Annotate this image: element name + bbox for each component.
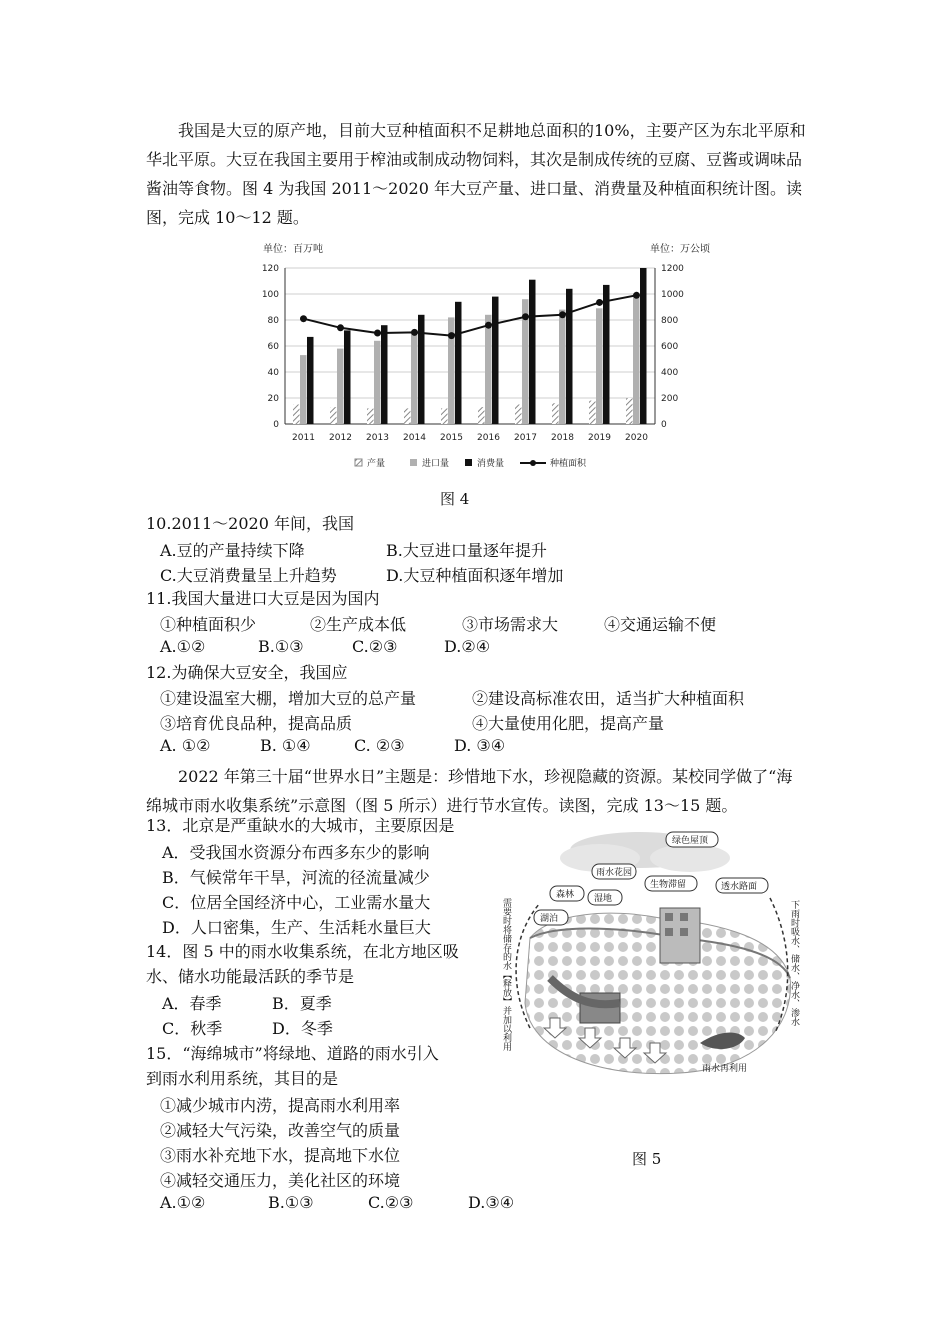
q13-option-a[interactable]: A．受我国水资源分布西多东少的影响 [162,843,430,862]
bar-产量 [293,405,300,425]
q12-option-c[interactable]: C. ②③ [354,736,405,755]
q14-option-d[interactable]: D．冬季 [272,1019,333,1038]
x-tick-label: 2014 [403,433,426,443]
label-rain-garden: 雨水花园 [596,868,633,878]
bar-消费量 [640,268,647,424]
q15-stem-line-1: 15．“海绵城市”将绿地、道路的雨水引入 [146,1044,439,1063]
bar-产量 [626,398,633,424]
q10-option-c[interactable]: C.大豆消费量呈上升趋势 [160,566,337,585]
right-unit-label: 单位：万公顷 [650,244,710,255]
legend-label: 消费量 [477,459,505,469]
q15-item-4: ④减轻交通压力，美化社区的环境 [160,1171,401,1190]
right-vertical-text: 下雨时吸水、储水、净水、渗水 [789,900,799,1026]
line-point [448,332,455,339]
y2-tick-label: 200 [661,394,679,404]
y2-tick-label: 600 [661,342,679,352]
bar-进口量 [374,341,381,424]
label-permeable-pavement: 透水路面 [721,882,758,892]
bar-产量 [478,407,485,424]
bar-消费量 [455,302,462,424]
bar-消费量 [307,337,314,424]
bar-进口量 [559,310,566,424]
y-tick-label: 60 [267,342,279,352]
line-point [522,313,529,320]
line-point [374,330,381,337]
bar-产量 [589,401,596,424]
label-bio-retention: 生物滞留 [650,880,687,890]
q10-option-a[interactable]: A.豆的产量持续下降 [160,541,305,560]
x-tick-label: 2013 [366,433,389,443]
label-green-roof: 绿色屋顶 [672,836,709,846]
bar-消费量 [418,315,425,424]
q14-stem-line-2: 水、储水功能最活跃的季节是 [146,967,355,986]
q11-option-c[interactable]: C.②③ [352,637,398,656]
legend-swatch [530,460,536,466]
x-tick-label: 2012 [329,433,352,443]
q15-stem-line-2: 到雨水利用系统，其目的是 [146,1069,339,1088]
legend-label: 种植面积 [550,459,587,469]
figure-4-chart [255,238,725,488]
bar-进口量 [337,349,344,424]
y-tick-label: 100 [261,290,279,300]
intro-paragraph-2: 2022 年第三十届“世界水日”主题是：珍惜地下水，珍视隐藏的资源。某校同学做了“海绵城市雨水收集系统”示意图（图 5 所示）进行节水宣传。读图，完成 13～15 题。 [146,767,793,815]
q14-option-c[interactable]: C．秋季 [162,1019,223,1038]
q15-option-a[interactable]: A.①② [160,1193,206,1212]
x-tick-label: 2018 [551,433,574,443]
legend-label: 产量 [367,459,386,469]
q11-item-2: ②生产成本低 [310,615,407,634]
x-tick-label: 2020 [625,433,648,443]
label-lake: 湖泊 [540,914,559,924]
x-tick-label: 2019 [588,433,611,443]
y-tick-label: 0 [273,420,279,430]
line-point [485,322,492,329]
line-point [411,329,418,336]
q12-option-b[interactable]: B. ①④ [260,736,311,755]
q14-stem-line-1: 14．图 5 中的雨水收集系统，在北方地区吸 [146,942,459,961]
intro-paragraph-1: 我国是大豆的原产地，目前大豆种植面积不足耕地总面积的10%，主要产区为东北平原和华北平原。大豆在我国主要用于榨油或制成动物饲料，其次是制成传统的豆腐、豆酱或调味品酱油等食物。图 4 为我国 2011～2020 年大豆产量、进口量、消费量及种植面积统计图。读图，完成 10～12 题。 [146,121,806,227]
left-vertical-text: 需要时将储存的水【释放】并加以利用 [501,898,511,1051]
y2-tick-label: 1200 [661,264,684,274]
line-point [300,315,307,322]
bar-进口量 [485,315,492,424]
q12-item-1: ①建设温室大棚，增加大豆的总产量 [160,689,417,708]
q11-option-b[interactable]: B.①③ [258,637,304,656]
bar-进口量 [411,332,418,424]
q11-item-4: ④交通运输不便 [604,615,717,634]
bar-消费量 [492,297,499,424]
line-point [633,292,640,299]
q11-stem: 11.我国大量进口大豆是因为国内 [146,589,380,608]
q15-item-1: ①减少城市内涝，提高雨水利用率 [160,1096,401,1115]
line-point [337,324,344,331]
q15-option-b[interactable]: B.①③ [268,1193,314,1212]
figure-4-caption: 图 4 [440,490,470,508]
q12-option-d[interactable]: D. ③④ [454,736,506,755]
q11-item-3: ③市场需求大 [462,615,559,634]
bar-产量 [404,408,411,424]
q10-option-b[interactable]: B.大豆进口量逐年提升 [386,541,547,560]
q15-option-d[interactable]: D.③④ [468,1193,515,1212]
q10-stem: 10.2011～2020 年间，我国 [146,514,354,533]
q13-option-c[interactable]: C．位居全国经济中心，工业需水量大 [162,893,431,912]
q10-option-d[interactable]: D.大豆种植面积逐年增加 [386,566,564,585]
q14-option-a[interactable]: A．春季 [162,994,222,1013]
bar-消费量 [381,325,388,424]
x-tick-label: 2015 [440,433,463,443]
bar-消费量 [344,330,351,424]
q11-option-a[interactable]: A.①② [160,637,206,656]
x-tick-label: 2011 [292,433,315,443]
q12-item-4: ④大量使用化肥，提高产量 [472,714,665,733]
label-wetland: 湿地 [594,894,613,904]
q12-stem: 12.为确保大豆安全，我国应 [146,663,348,682]
bar-消费量 [529,280,536,424]
y2-tick-label: 1000 [661,290,684,300]
bar-进口量 [633,294,640,424]
bar-产量 [515,405,522,425]
bar-产量 [441,408,448,424]
figure-5-caption: 图 5 [632,1150,662,1168]
bar-消费量 [603,285,610,424]
bar-产量 [330,407,337,424]
y2-tick-label: 400 [661,368,679,378]
q12-option-a[interactable]: A. ①② [160,736,211,755]
legend-swatch [355,459,362,466]
x-tick-label: 2017 [514,433,537,443]
bar-产量 [367,408,374,424]
line-point [596,299,603,306]
legend-label: 进口量 [422,459,450,469]
legend-swatch [410,459,417,466]
line-point [559,311,566,318]
q14-option-b[interactable]: B．夏季 [272,994,332,1013]
q11-item-1: ①种植面积少 [160,615,257,634]
y-tick-label: 120 [261,264,279,274]
x-tick-label: 2016 [477,433,500,443]
label-forest: 森林 [556,890,575,900]
bar-进口量 [300,355,307,424]
q12-item-3: ③培育优良品种，提高品质 [160,714,353,733]
q12-item-2: ②建设高标准农田，适当扩大种植面积 [472,689,745,708]
y-tick-label: 40 [267,368,279,378]
y-tick-label: 20 [267,394,279,404]
series-line-种植面积 [304,295,637,335]
y-tick-label: 80 [267,316,279,326]
bar-进口量 [596,308,603,424]
q15-item-3: ③雨水补充地下水，提高地下水位 [160,1146,401,1165]
y2-tick-label: 0 [661,420,667,430]
left-unit-label: 单位：百万吨 [263,244,323,255]
y2-tick-label: 800 [661,316,679,326]
bar-消费量 [566,289,573,424]
q15-option-c[interactable]: C.②③ [368,1193,414,1212]
q15-item-2: ②减轻大气污染，改善空气的质量 [160,1121,401,1140]
label-rain-reuse: 雨水再利用 [702,1064,748,1074]
q13-option-d[interactable]: D．人口密集，生产、生活耗水量巨大 [162,918,431,937]
legend-swatch [465,459,472,466]
q13-stem: 13．北京是严重缺水的大城市，主要原因是 [146,816,455,835]
q13-option-b[interactable]: B．气候常年干旱，河流的径流量减少 [162,868,430,887]
q11-option-d[interactable]: D.②④ [444,637,491,656]
figure-5-sponge-city-diagram [490,828,810,1083]
bar-产量 [552,403,559,424]
